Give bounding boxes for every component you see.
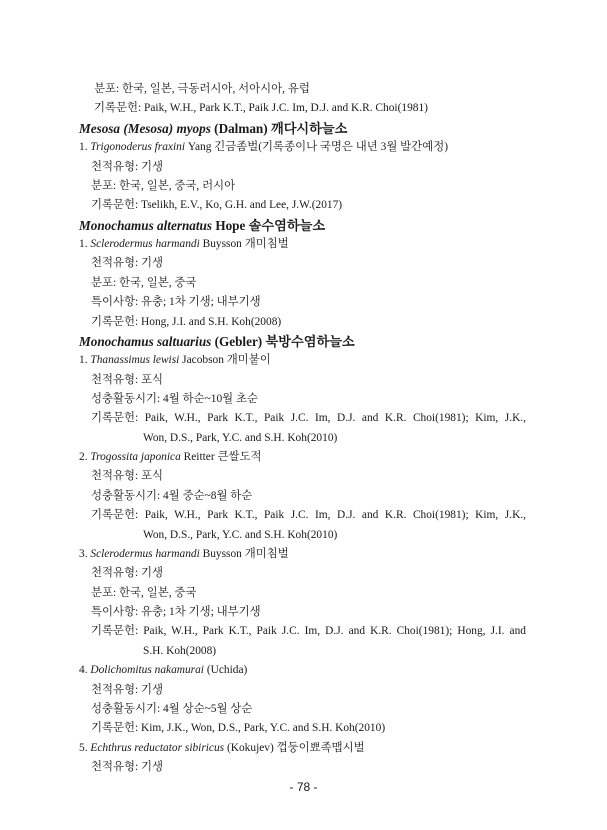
detail-line: 기록문헌: Kim, J.K., Won, D.S., Park, Y.C. and S.H. Koh(2010) (91, 722, 386, 735)
species-korean: 개미침벌 (244, 238, 289, 250)
host-author: (Gebler) (214, 333, 266, 349)
species-author: (Uchida) (206, 664, 248, 677)
detail-line: 분포: 한국, 일본, 중국 (91, 586, 197, 599)
intro-distribution: 분포: 한국, 일본, 극동러시아, 서아시아, 유럽 (94, 83, 310, 95)
entry-title: 2. Trogossita japonica Reitter 큰쌀도적 (79, 451, 262, 464)
species-author: Jacobson (182, 354, 227, 367)
section-heading-saltuarius (79, 334, 355, 350)
species-korean: 껍둥이뾰족맵시벌 (276, 741, 365, 754)
entry-title: 4. Dolichomitus nakamurai (Uchida) (79, 664, 248, 677)
species-author: Yang (187, 141, 215, 154)
detail-line: 기록문헌: Hong, J.I. and S.H. Koh(2008) (91, 315, 282, 328)
detail-line-continued: S.H. Koh(2008) (143, 644, 217, 657)
species-author: Reitter (183, 451, 218, 464)
detail-line: 천적유형: 기생 (91, 567, 164, 580)
detail-line: 특이사항: 유충; 1차 기생; 내부기생 (91, 606, 261, 618)
detail-line: 성충활동시기: 4월 상순~5월 상순 (91, 702, 253, 715)
entry-title: 1. Thanassimus lewisi Jacobson 개미붙이 (79, 354, 271, 367)
detail-line: 천적유형: 기생 (91, 257, 164, 270)
species-korean: 개미붙이 (226, 354, 271, 367)
detail-line: 기록문헌: Paik, W.H., Park K.T., Paik J.C. Im, D.J. and K.R. Choi(1981); Hong, J.I. and (91, 625, 526, 638)
detail-line: 기록문헌: Paik, W.H., Park K.T., Paik J.C. Im, D.J. and K.R. Choi(1981); Kim, J.K., (91, 412, 526, 425)
species-author: Buysson (202, 547, 245, 560)
detail-line: 분포: 한국, 일본, 중국, 러시아 (91, 179, 236, 192)
species-author: Buysson (202, 238, 245, 250)
detail-line: 천적유형: 포식 (91, 373, 164, 386)
detail-line: 기록문헌: Tselikh, E.V., Ko, G.H. and Lee, J.W.(2017) (91, 199, 343, 212)
detail-line: 천적유형: 기생 (91, 683, 164, 696)
host-korean-name: 깨다시하늘소 (270, 120, 348, 136)
host-author: Hope (215, 217, 249, 233)
section-heading-alternatus (79, 218, 325, 234)
species-name: Trigonoderus fraxini (90, 141, 188, 154)
species-korean: 긴금좀벌(기록종이나 국명은 내년 3월 발간예정) (214, 141, 448, 154)
species-name: Sclerodermus harmandi (90, 238, 203, 250)
species-author: (Kokujev) (226, 741, 277, 754)
host-scientific-name: Mesosa (Mesosa) myops (79, 120, 215, 136)
detail-line: 분포: 한국, 일본, 중국 (91, 276, 197, 289)
detail-line: 특이사항: 유충; 1차 기생; 내부기생 (91, 296, 261, 309)
detail-line: 천적유형: 기생 (91, 160, 164, 173)
host-scientific-name: Monochamus alternatus (79, 217, 216, 233)
species-name: Echthrus reductator sibiricus (90, 741, 227, 754)
host-korean-name: 솔수염하늘소 (248, 217, 326, 233)
detail-line: 천적유형: 포식 (91, 470, 164, 483)
species-name: Sclerodermus harmandi (90, 547, 203, 560)
entry-title: 1. Trigonoderus fraxini Yang 긴금좀벌(기록종이나 국명은 내년 3월 발간예정) (79, 141, 448, 154)
detail-line: 성충활동시기: 4월 하순~10월 초순 (91, 392, 258, 405)
detail-line-continued: Won, D.S., Park, Y.C. and S.H. Koh(2010) (143, 431, 338, 444)
host-korean-name: 북방수염하늘소 (265, 333, 355, 349)
detail-line-continued: Won, D.S., Park, Y.C. and S.H. Koh(2010) (143, 528, 338, 541)
species-name: Dolichomitus nakamurai (90, 664, 207, 677)
host-author: (Dalman) (214, 120, 271, 136)
species-korean: 개미침벌 (244, 547, 289, 560)
entry-title: 5. Echthrus reductator sibiricus (Kokujev) 껍둥이뾰족맵시벌 (79, 741, 365, 754)
detail-line: 기록문헌: Paik, W.H., Park K.T., Paik J.C. Im, D.J. and K.R. Choi(1981); Kim, J.K., (91, 509, 526, 522)
intro-literature: 기록문헌: Paik, W.H., Park K.T., Paik J.C. Im, D.J. and K.R. Choi(1981) (94, 102, 428, 115)
detail-line: 천적유형: 기생 (91, 761, 164, 773)
species-name: Thanassimus lewisi (90, 354, 183, 367)
entry-title: 3. Sclerodermus harmandi Buysson 개미침벌 (79, 547, 289, 560)
detail-line: 성충활동시기: 4월 중순~8월 하순 (91, 489, 253, 502)
species-name: Trogossita japonica (90, 451, 184, 464)
entry-title: 1. Sclerodermus harmandi Buysson 개미침벌 (79, 238, 289, 250)
host-scientific-name: Monochamus saltuarius (79, 333, 215, 349)
species-korean: 큰쌀도적 (217, 451, 262, 464)
page-number: - 78 - (289, 780, 318, 794)
section-heading-mesosa (79, 121, 347, 137)
